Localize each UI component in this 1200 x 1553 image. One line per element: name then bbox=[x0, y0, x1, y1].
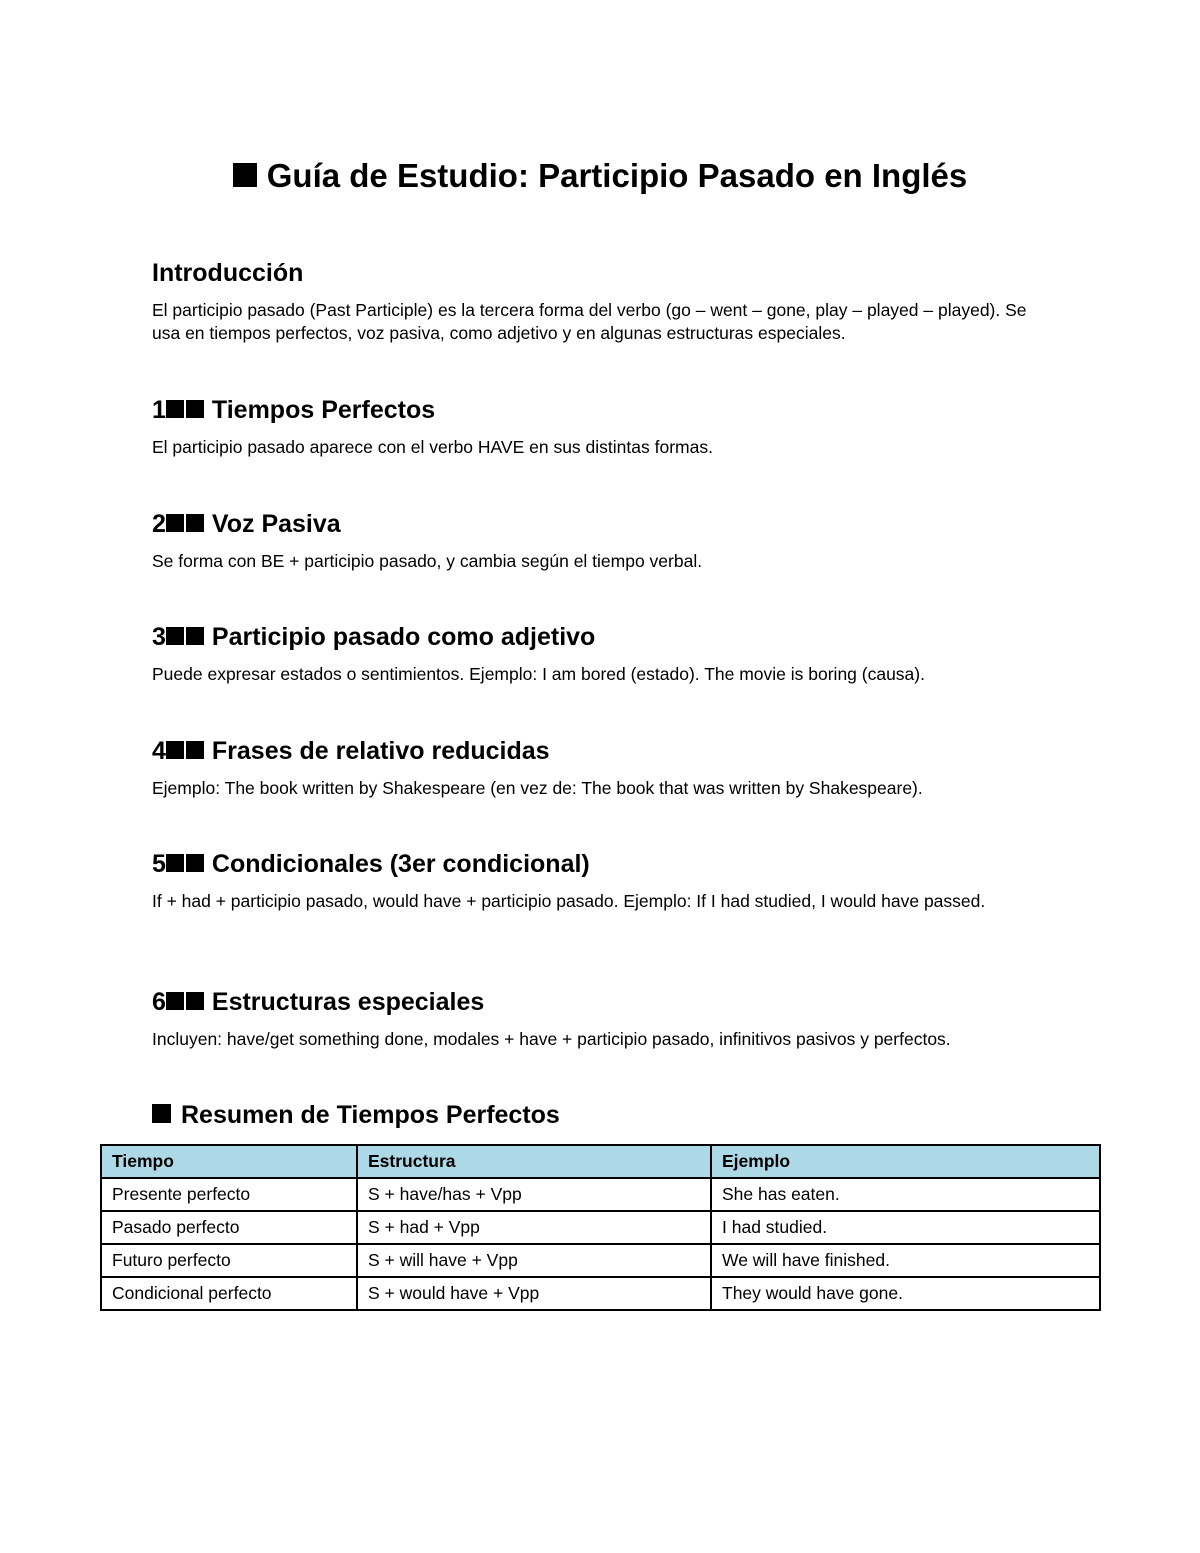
section-heading-text: Tiempos Perfectos bbox=[211, 396, 436, 424]
section-heading bbox=[152, 735, 1052, 767]
section-heading-text: Estructuras especiales bbox=[211, 988, 485, 1016]
section-text: Ejemplo: The book written by Shakespeare (en vez de: The book that was written by Shakespeare). bbox=[152, 778, 923, 798]
intro-section bbox=[152, 257, 1052, 345]
section-text: Se forma con BE + participio pasado, y cambia según el tiempo verbal. bbox=[152, 551, 703, 571]
table-cell: S + have/has + Vpp bbox=[357, 1178, 711, 1211]
table-cell: Presente perfecto bbox=[101, 1178, 357, 1211]
black-square-icon bbox=[186, 514, 204, 532]
section-text: Incluyen: have/get something done, modales + have + participio pasado, infinitivos pasivos y perfectos. bbox=[152, 1029, 951, 1049]
table-cell: I had studied. bbox=[711, 1211, 1100, 1244]
black-square-icon bbox=[186, 400, 204, 418]
section-heading-text: Frases de relativo reducidas bbox=[211, 737, 550, 765]
black-square-icon bbox=[166, 992, 184, 1010]
section-heading-text: Condicionales (3er condicional) bbox=[211, 850, 590, 878]
table-row bbox=[101, 1211, 1100, 1244]
table-cell: Futuro perfecto bbox=[101, 1244, 357, 1277]
section-text: If + had + participio pasado, would have + participio pasado. Ejemplo: If I had studied, I would have passed. bbox=[152, 891, 986, 911]
section-heading-text: Voz Pasiva bbox=[211, 510, 341, 538]
section-text: El participio pasado aparece con el verbo HAVE en sus distintas formas. bbox=[152, 437, 713, 457]
black-square-icon bbox=[152, 1104, 171, 1123]
table-row bbox=[101, 1277, 1100, 1310]
black-square-icon bbox=[166, 514, 184, 532]
section-participio-adjetivo bbox=[152, 621, 1052, 686]
section-voz-pasiva bbox=[152, 508, 1052, 573]
section-number: 1 bbox=[152, 396, 166, 424]
black-square-icon bbox=[166, 400, 184, 418]
black-square-icon bbox=[186, 992, 204, 1010]
section-number: 4 bbox=[152, 737, 166, 765]
table-header-row bbox=[101, 1145, 1100, 1178]
black-square-icon bbox=[166, 854, 184, 872]
section-heading bbox=[152, 394, 1052, 426]
table-cell: Pasado perfecto bbox=[101, 1211, 357, 1244]
table-row bbox=[101, 1244, 1100, 1277]
black-square-icon bbox=[186, 627, 204, 645]
intro-text: El participio pasado (Past Participle) es la tercera forma del verbo (go – went – gone, play – played – played). Se usa en tiempos perfectos, voz pasiva, como adjetivo y en algunas estructuras especiales. bbox=[152, 300, 1027, 343]
table-cell: They would have gone. bbox=[711, 1277, 1100, 1310]
summary-heading-text: Resumen de Tiempos Perfectos bbox=[181, 1101, 560, 1129]
section-heading bbox=[152, 848, 1052, 880]
section-heading bbox=[152, 508, 1052, 540]
section-condicionales bbox=[152, 848, 1052, 913]
section-tiempos-perfectos bbox=[152, 394, 1052, 459]
summary-table bbox=[100, 1144, 1101, 1311]
table-cell: Condicional perfecto bbox=[101, 1277, 357, 1310]
column-header-tiempo: Tiempo bbox=[101, 1145, 357, 1178]
section-heading-text: Participio pasado como adjetivo bbox=[211, 623, 596, 651]
table-cell: We will have finished. bbox=[711, 1244, 1100, 1277]
section-heading bbox=[152, 986, 1052, 1018]
black-square-icon bbox=[186, 741, 204, 759]
table-cell: S + had + Vpp bbox=[357, 1211, 711, 1244]
section-text: Puede expresar estados o sentimientos. Ejemplo: I am bored (estado). The movie is boring (causa). bbox=[152, 664, 925, 684]
table-cell: S + would have + Vpp bbox=[357, 1277, 711, 1310]
section-number: 5 bbox=[152, 850, 166, 878]
black-square-icon bbox=[166, 741, 184, 759]
section-estructuras-especiales bbox=[152, 986, 1052, 1051]
black-square-icon bbox=[186, 854, 204, 872]
document-title-text: Guía de Estudio: Participio Pasado en Inglés bbox=[266, 157, 968, 194]
black-square-icon bbox=[166, 627, 184, 645]
column-header-estructura: Estructura bbox=[357, 1145, 711, 1178]
summary-heading bbox=[152, 1098, 560, 1132]
section-number: 3 bbox=[152, 623, 166, 651]
section-number: 2 bbox=[152, 510, 166, 538]
section-frases-relativo bbox=[152, 735, 1052, 800]
column-header-ejemplo: Ejemplo bbox=[711, 1145, 1100, 1178]
table-row bbox=[101, 1178, 1100, 1211]
document-title bbox=[0, 152, 1200, 200]
table-cell: She has eaten. bbox=[711, 1178, 1100, 1211]
table-cell: S + will have + Vpp bbox=[357, 1244, 711, 1277]
section-heading bbox=[152, 621, 1052, 653]
intro-heading: Introducción bbox=[152, 259, 304, 287]
section-number: 6 bbox=[152, 988, 166, 1016]
black-square-icon bbox=[233, 163, 257, 187]
